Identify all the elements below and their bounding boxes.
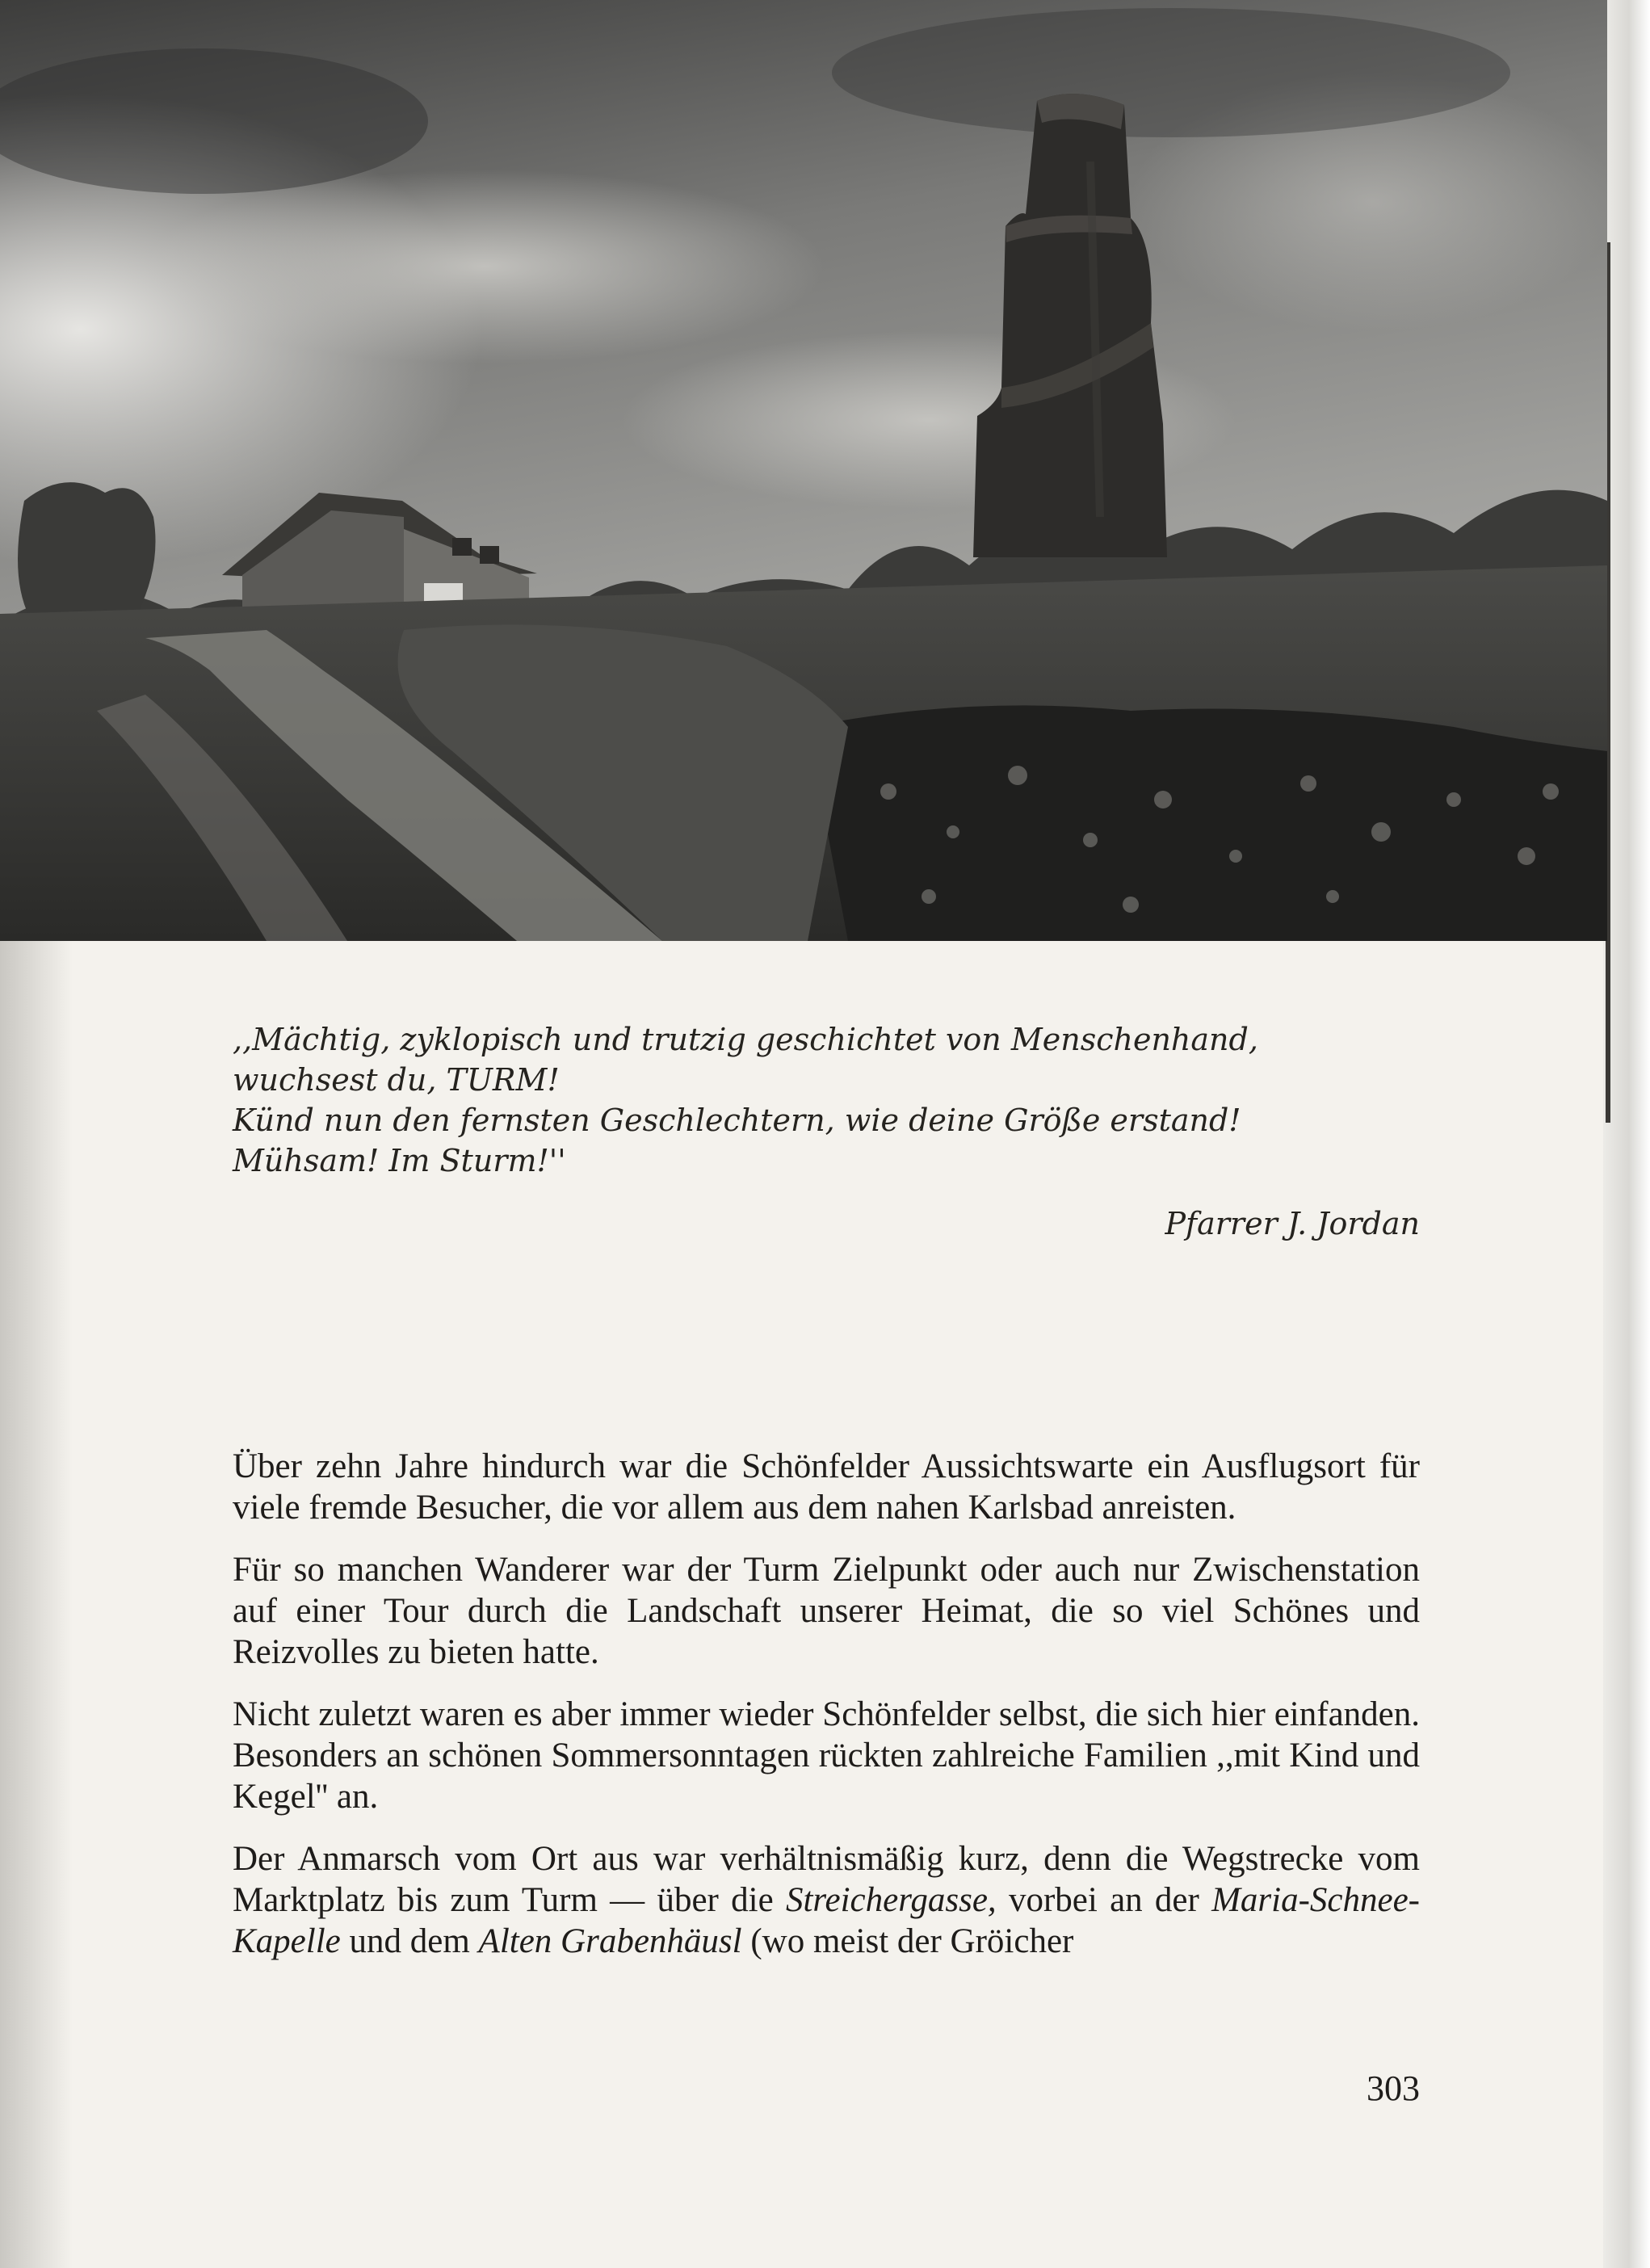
page-number: 303: [1367, 2068, 1420, 2108]
paragraph-3: Nicht zuletzt waren es aber immer wieder Schönfelder selbst, die sich hier einfanden. Besonders an schönen Sommersonntagen rückten zahlreiche Familien ,,mit Kind und Kegel'' an.: [233, 1695, 1420, 1816]
poem-quote: [233, 1019, 1420, 1181]
quote-author: Pfarrer J. Jordan: [1165, 1206, 1420, 1241]
quote-line: ,,Mächtig, zyklopisch und trutzig geschichtet von Menschenhand,: [233, 1022, 1258, 1057]
house-name: Alten Grabenhäusl: [478, 1922, 742, 1960]
street-name: Streichergasse,: [785, 1881, 997, 1919]
paragraph-4-text: und dem: [340, 1922, 479, 1960]
quote-line: Mühsam! Im Sturm!'': [233, 1143, 566, 1178]
paragraph-4: [233, 1838, 1420, 1962]
paragraph-4-text: vorbei an der: [996, 1881, 1212, 1919]
paragraph-2: Für so manchen Wanderer war der Turm Zielpunkt oder auch nur Zwischenstation auf einer Tour durch die Landschaft unserer Heimat, die so viel Schönes und Reizvolles zu bieten hatte.: [233, 1551, 1420, 1671]
body-text: [233, 1446, 1420, 1983]
paragraph-4-text: (wo meist der Gröicher: [741, 1922, 1074, 1960]
paragraph-4-text: Der Anmarsch vom Ort aus war verhältnismäßig kurz, denn die Wegstrecke vom Marktplatz bis zum Turm — über die: [233, 1840, 1420, 1919]
paragraph-1: Über zehn Jahre hindurch war die Schönfelder Aussichtswarte ein Ausflugsort für viele fremde Besucher, die vor allem aus dem nahen Karlsbad anreisten.: [233, 1447, 1420, 1527]
tower-photograph: [0, 0, 1607, 941]
chapel-name: Maria-Schnee-Kapelle: [233, 1881, 1420, 1960]
quote-line: Künd nun den fernsten Geschlechtern, wie deine Größe erstand!: [233, 1102, 1241, 1138]
quote-line: wuchsest du, TURM!: [233, 1062, 560, 1098]
